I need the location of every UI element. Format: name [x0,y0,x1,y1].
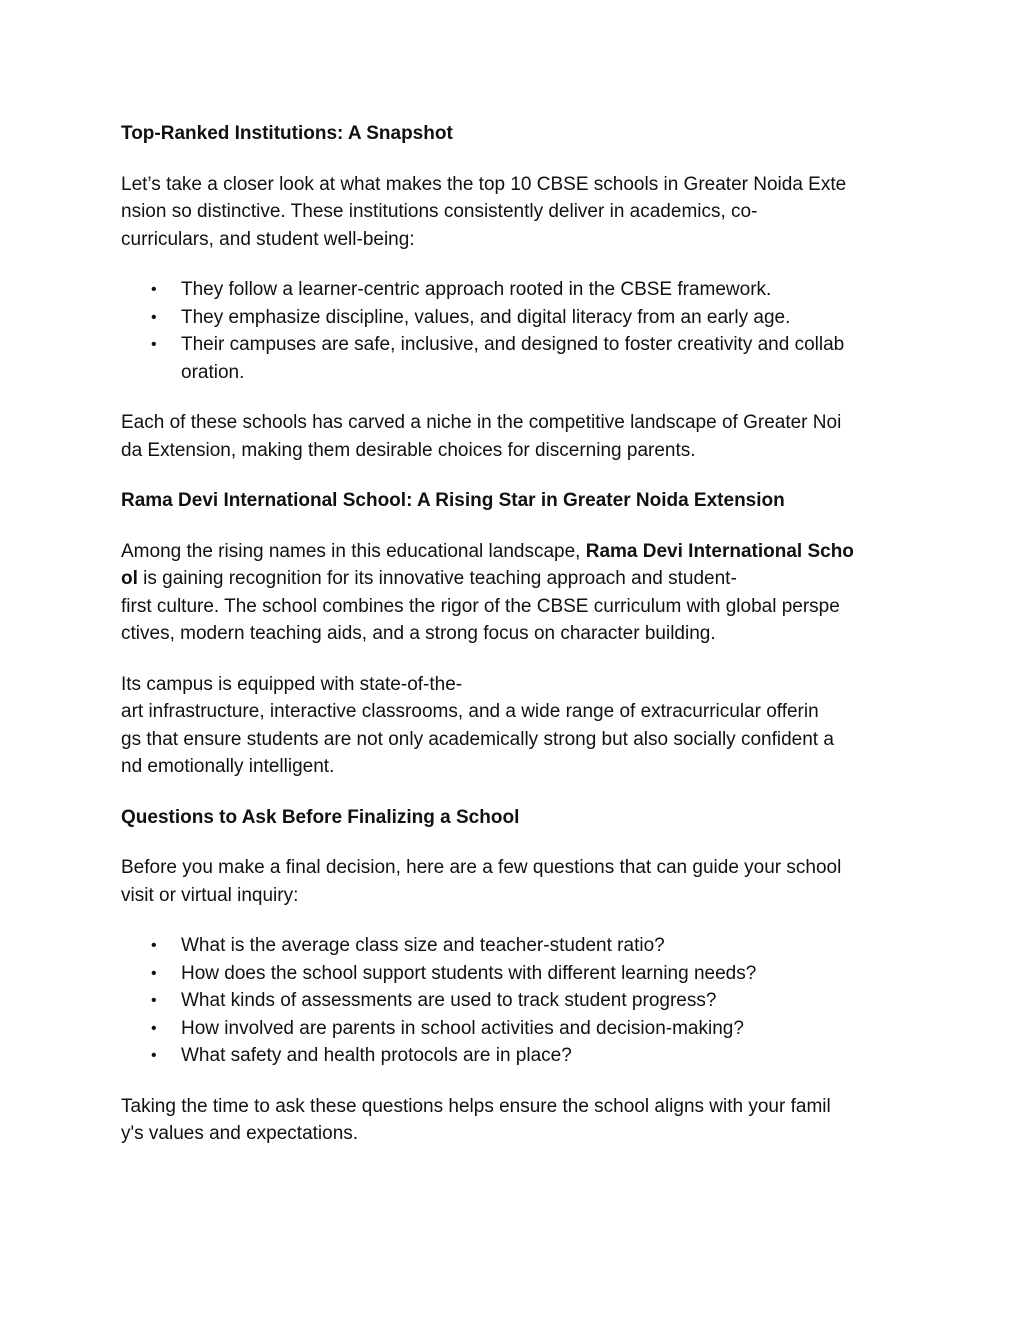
paragraph-niche: Each of these schools has carved a niche in the competitive landscape of Greater Noi da Extension, making them desirable choices for discerning parents. [121,412,842,461]
list-item-text: Their campuses are safe, inclusive, and designed to foster creativity and collab oration. [181,334,845,383]
section-heading-rama-devi: Rama Devi International School: A Rising Star in Greater Noida Extension [121,490,785,511]
list-item [151,960,911,988]
list-item [151,932,911,960]
list-item-text: They follow a learner-centric approach rooted in the CBSE framework. [181,279,772,300]
paragraph-closing: Taking the time to ask these questions helps ensure the school aligns with your famil y's values and expectations. [121,1095,831,1144]
bullet-icon: • [151,281,157,298]
list-item [151,304,911,332]
list-item-text: How does the school support students with different learning needs? [181,962,757,984]
bullet-icon: • [151,336,157,353]
list-item [151,1042,911,1070]
bullet-list-questions [121,932,911,1070]
document-page [121,120,911,1171]
bullet-icon: • [151,937,157,954]
paragraph-intro: Let’s take a closer look at what makes the top 10 CBSE schools in Greater Noida Exte nsion so distinctive. These institutions consistently deliver in academics, co- curriculars, and student well-being: [121,173,847,250]
bullet-icon: • [151,1019,157,1037]
bullet-icon: • [151,308,157,326]
list-item-text: What kinds of assessments are used to track student progress? [181,990,717,1011]
paragraph-rama-devi-intro [121,538,911,648]
paragraph-campus: Its campus is equipped with state-of-the- art infrastructure, interactive classrooms, and a wide range of extracurricular offerin gs that ensure students are not only academically strong but also socially confident a nd emotionally intelligent. [121,673,834,777]
list-item [151,1015,911,1043]
paragraph-text: Among the rising names in this educational landscape, [121,540,586,562]
list-item-text: They emphasize discipline, values, and digital literacy from an early age. [181,306,791,328]
list-item [151,987,911,1015]
bullet-icon: • [151,964,157,982]
bullet-list-features [121,276,911,386]
paragraph-questions-intro: Before you make a final decision, here are a few questions that can guide your school visit or virtual inquiry: [121,857,842,906]
list-item [151,276,911,304]
list-item-text: How involved are parents in school activities and decision-making? [181,1017,744,1039]
bullet-icon: • [151,1047,157,1064]
school-name-bold: Rama Devi International Scho ol [121,540,854,589]
section-heading-top-ranked: Top-Ranked Institutions: A Snapshot [121,123,453,144]
section-heading-questions: Questions to Ask Before Finalizing a School [121,806,520,828]
list-item-text: What is the average class size and teacher-student ratio? [181,935,665,956]
paragraph-text: is gaining recognition for its innovative teaching approach and student- first culture. The school combines the rigor of the CBSE curriculum with global perspe ctives, modern teaching aids, and a strong focus on character building. [121,568,840,644]
bullet-icon: • [151,992,157,1009]
list-item [151,331,911,386]
list-item-text: What safety and health protocols are in place? [181,1045,572,1066]
